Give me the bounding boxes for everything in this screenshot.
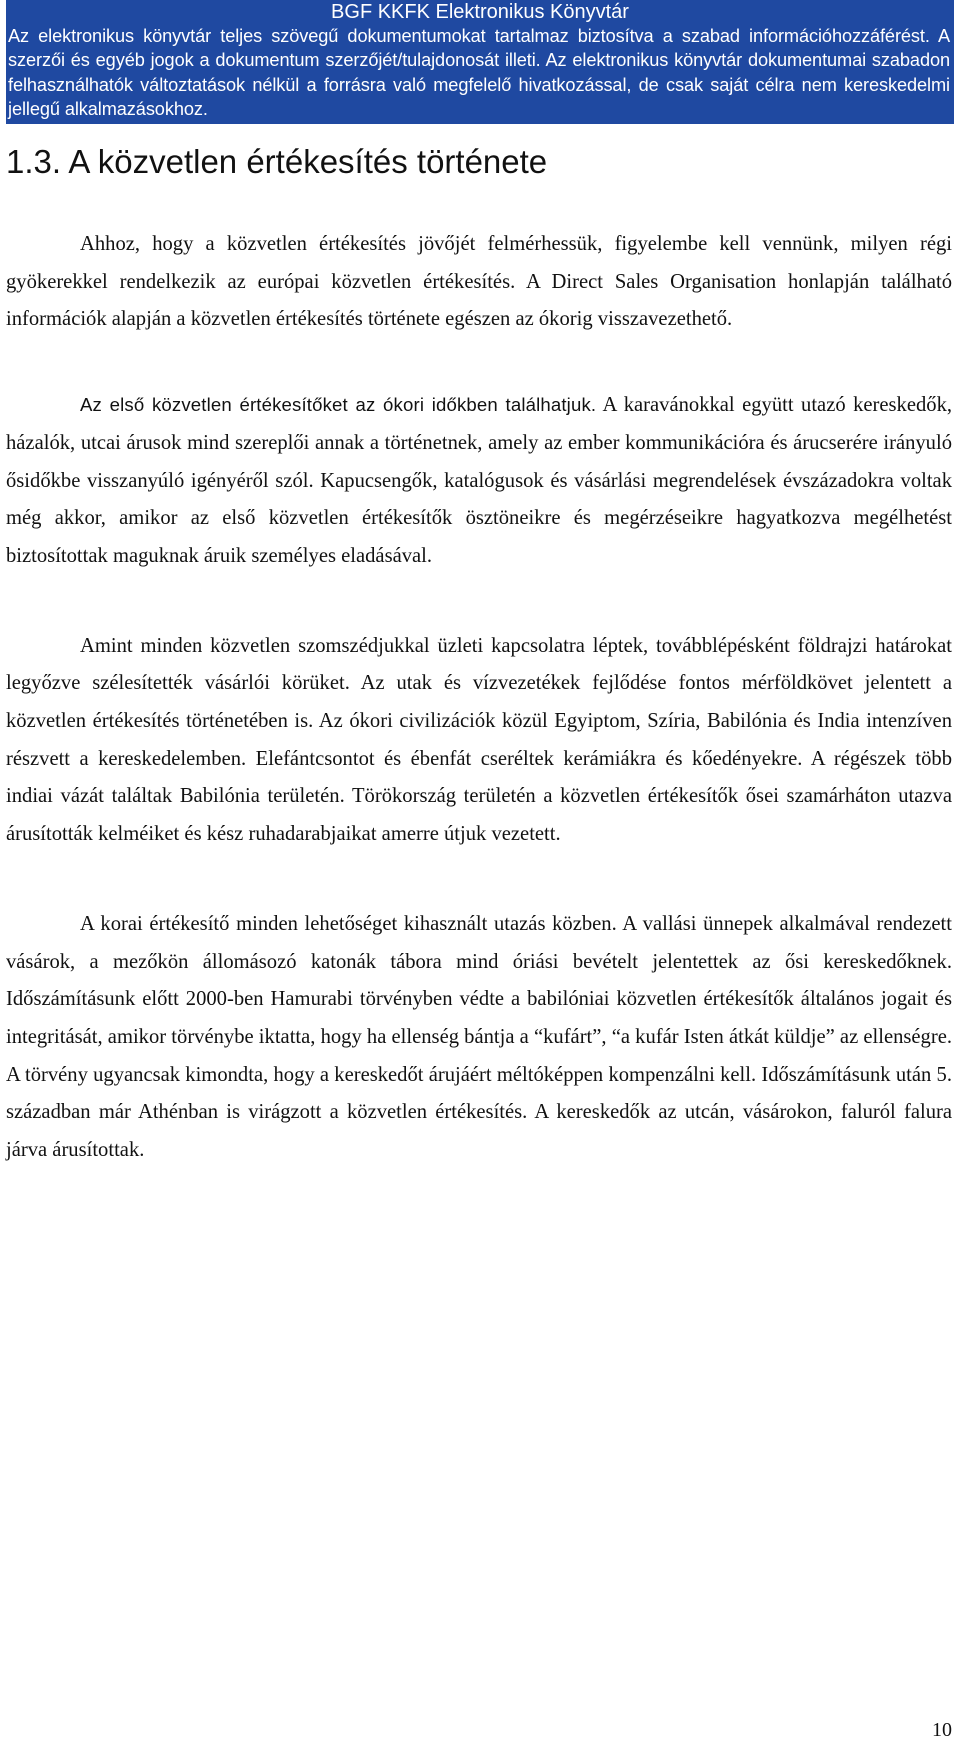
page-number: 10 — [932, 1719, 952, 1741]
banner-copyright-notice: Az elektronikus könyvtár teljes szövegű dokumentumokat tartalmaz biztosítva a szabad információhozzáférést. A szerzői és egyéb jogok a dokumentum szerzőjét/tulajdonosát illeti. Az elektronikus könyvtár dokumentumai szabadon felhasználhatók változtatások nélkül a forrásra való megfelelő hivatkozással, de csak saját célra nem kereskedelmi jellegű alkalmazásokhoz. — [8, 26, 950, 120]
library-banner — [6, 0, 954, 124]
paragraph-early-seller: A korai értékesítő minden lehetőséget kihasznált utazás közben. A vallási ünnepek alkalmával rendezett vásárok, a mezőkön állomásozó katonák tábora mind óriási bevételt jelentettek az ősi kereskedőknek. Időszámításunk előtt 2000-ben Hamurabi törvényben védte a babilóniai közvetlen értékesítők általános jogait és integritását, amikor törvénybe iktatta, hogy ha ellenség bántja a “kufárt”, “a kufár Isten átkát küldje” az ellenségre. A törvény ugyancsak kimondta, hogy a kereskedőt árujáért méltóképpen kompenzálni kell. Időszámításunk után 5. században már Athénban is virágzott a közvetlen értékesítés. A kereskedők az utcán, vásárokon, faluról falura járva árusítottak. — [6, 912, 952, 1162]
paragraph-lead-sentence: Az első közvetlen értékesítőket az ókori időkben találhatjuk. — [80, 394, 597, 416]
paragraph-doorbells: Kapucsengők, katalógusok és vásárlási megrendelések évszázadokra voltak még akkor, amikor az első közvetlen értékesítők ösztöneikre és megérzéseikre hagyatkozva megélhetést biztosítottak maguknak áruik személyes eladásával. — [6, 469, 952, 567]
paragraph-trade-expansion: Amint minden közvetlen szomszédjukkal üzleti kapcsolatra léptek, továbblépésként földrajzi határokat legyőzve szélesítették vásárlói körüket. Az utak és vízvezetékek fejlődése fontos mérföldkövet jelentett a közvetlen értékesítés történetében is. Az ókori civilizációk közül Egyiptom, Szíria, Babilónia és India intenzíven részvett a kereskedelemben. Elefántcsontot és ébenfát cseréltek kerámiákra és kőedényekre. A régészek több indiai vázát találtak Babilónia területén. Törökország területén a közvetlen értékesítők ősei szamárháton utazva árusították kelméiket és kész ruhadarabjaikat amerre útjuk vezetett. — [6, 634, 952, 846]
document-body — [6, 226, 952, 1170]
paragraph-ancient-merchants — [6, 386, 952, 576]
banner-title: BGF KKFK Elektronikus Könyvtár — [331, 1, 629, 23]
paragraph-caravans: A karavánokkal együtt utazó kereskedők, házalók, utcai árusok mind szereplői annak a történetnek, amely az ember kommunikációra és árucserére irányuló ősidőkbe visszanyúló igényéről szól. — [6, 394, 953, 492]
section-heading: 1.3. A közvetlen értékesítés története — [6, 143, 548, 180]
paragraph-intro: Ahhoz, hogy a közvetlen értékesítés jövőjét felmérhessük, figyelembe kell vennünk, milyen régi gyökerekkel rendelkezik az európai közvetlen értékesítés. A Direct Sales Organisation honlapján található információk alapján a közvetlen értékesítés története egészen az ókorig visszavezethető. — [6, 233, 952, 331]
